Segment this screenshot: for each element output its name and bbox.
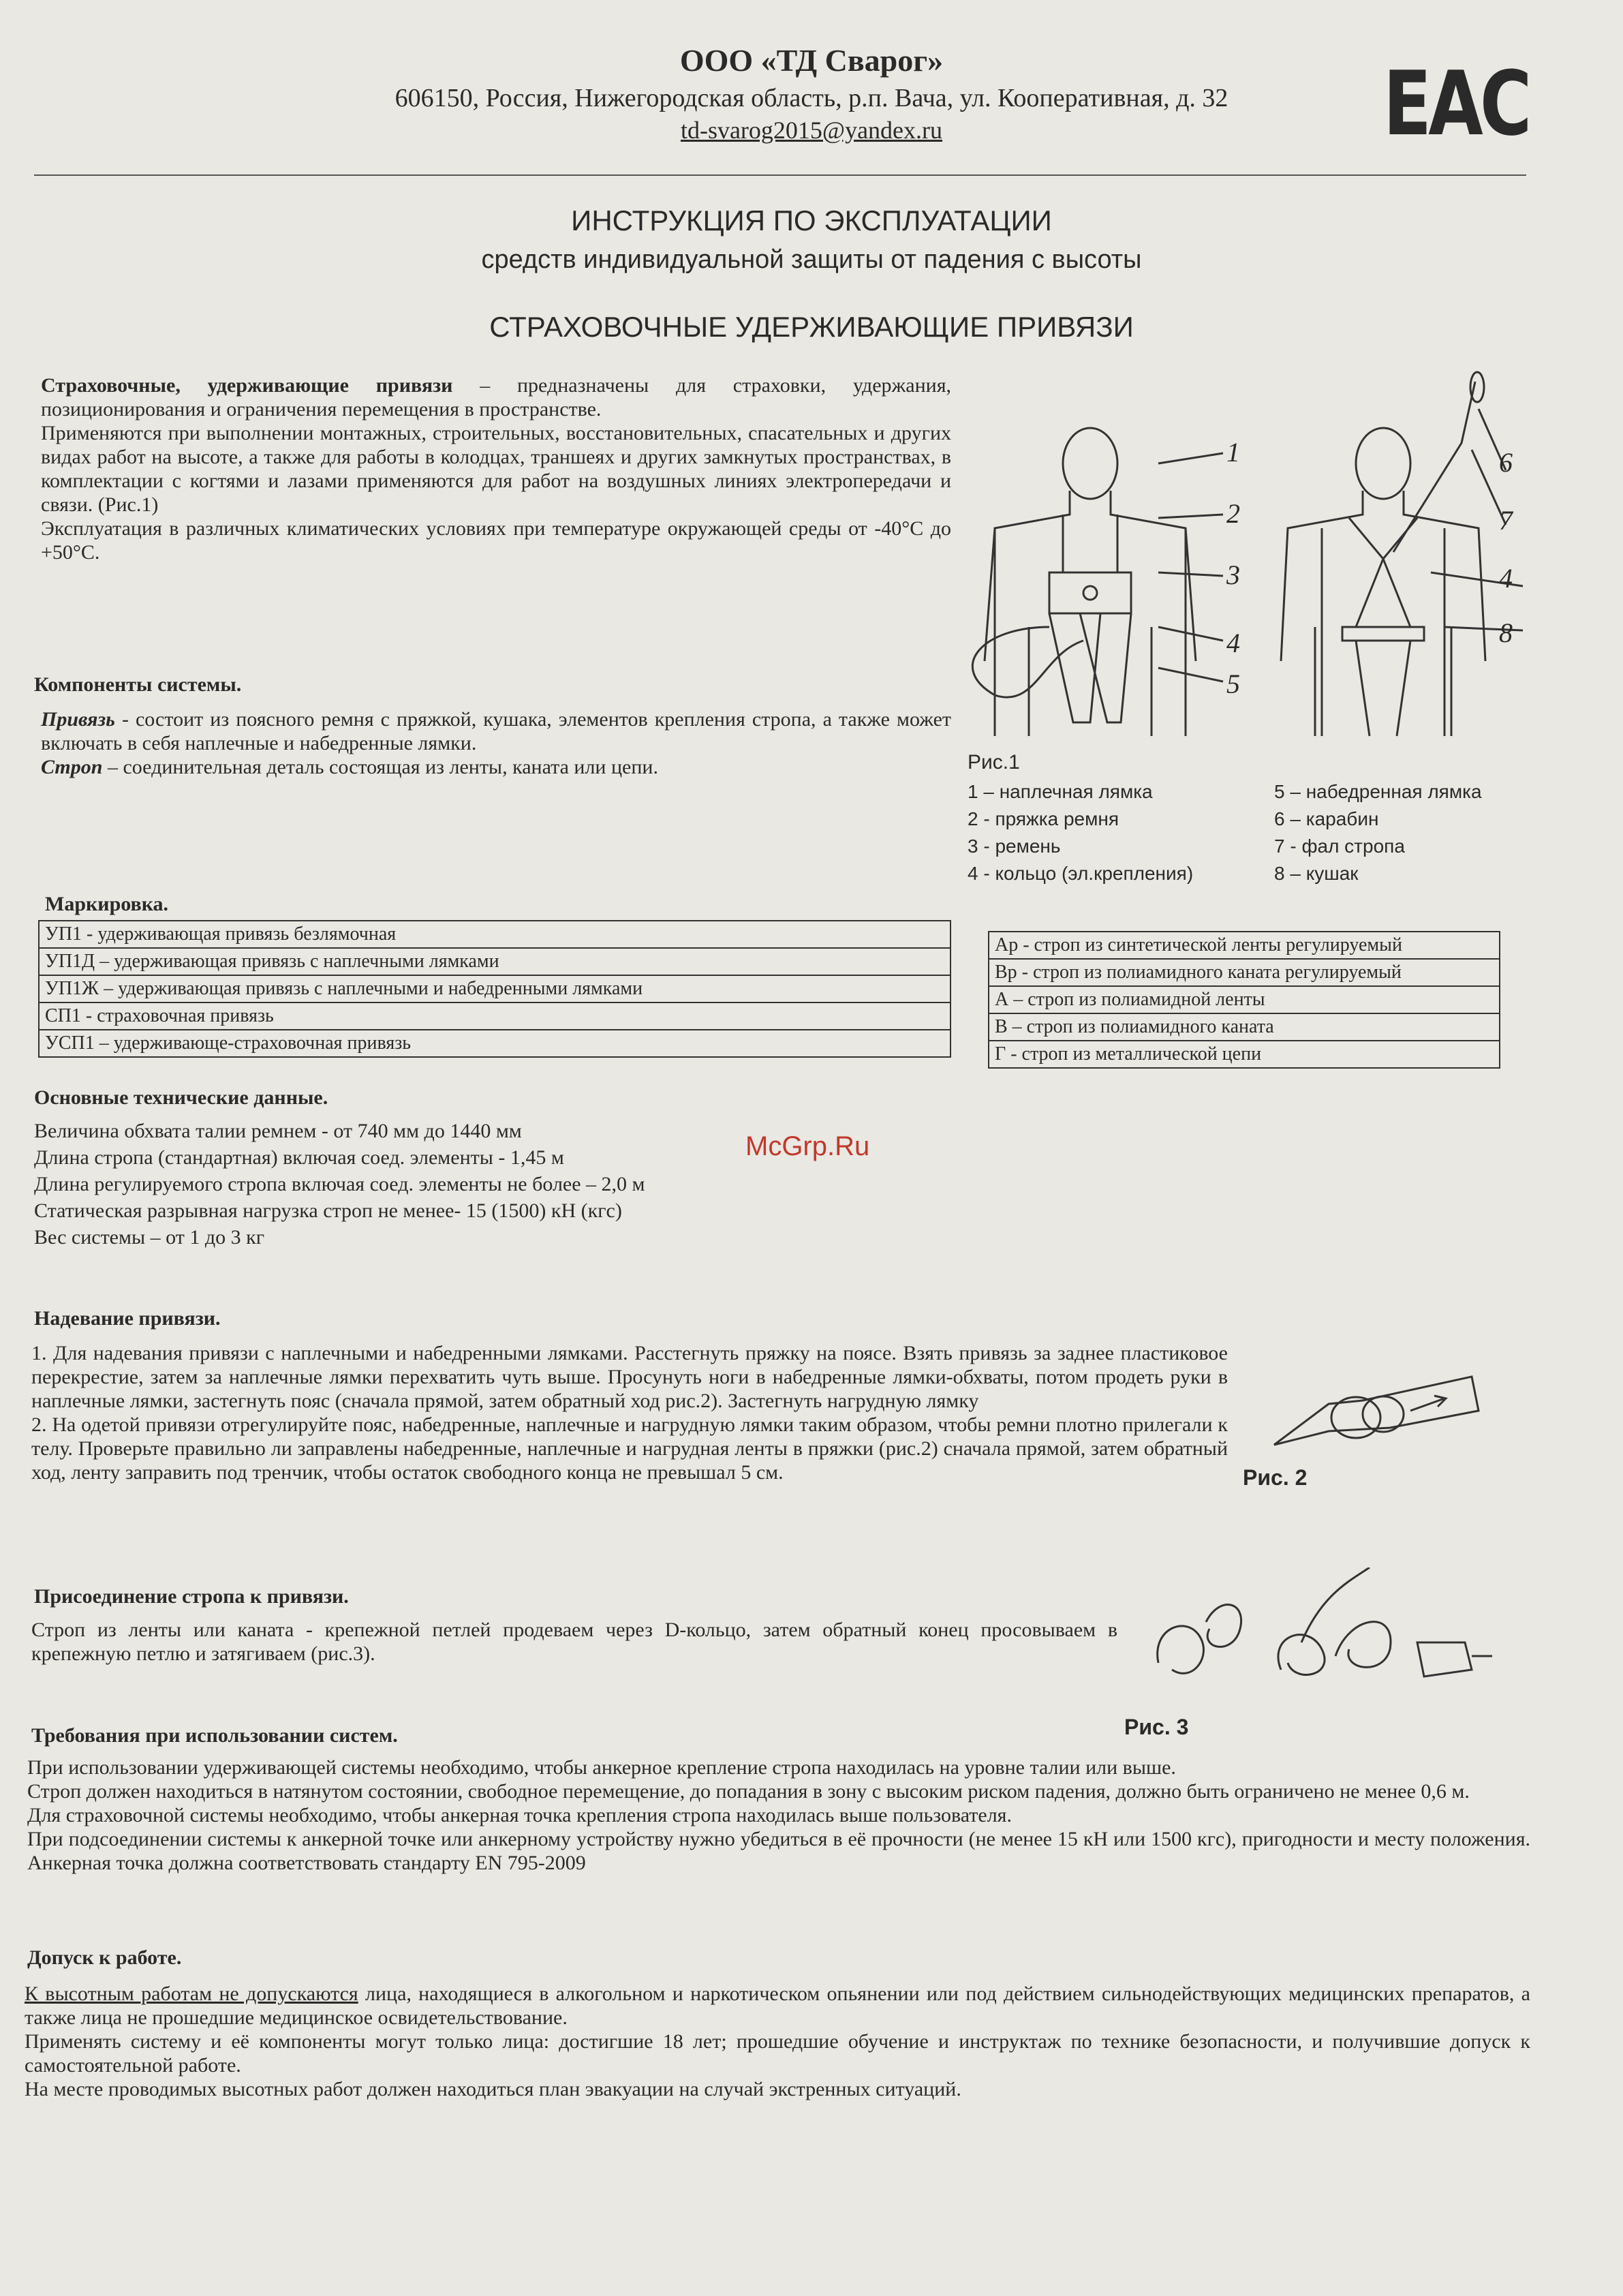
table-row: Ар - строп из синтетической ленты регулируемый bbox=[989, 932, 1500, 959]
eac-mark: EAC bbox=[1383, 52, 1529, 155]
admission-heading: Допуск к работе. bbox=[27, 1946, 182, 1969]
fig1-legend-right: 5 – набедренная лямка 6 – карабин 7 - фал стропа 8 – кушак bbox=[1274, 781, 1482, 884]
components-heading: Компоненты системы. bbox=[34, 673, 242, 696]
table-row: УП1Ж – удерживающая привязь с наплечными и набедренными лямками bbox=[39, 975, 950, 1002]
strop-term: Строп bbox=[41, 756, 103, 778]
company-name: ООО «ТД Сварог» bbox=[679, 43, 944, 78]
fig1-num-3: 3 bbox=[1226, 560, 1240, 590]
admission-underlined: К высотным работам не допускаются bbox=[25, 1983, 358, 2005]
attach-text: Строп из ленты или каната - крепежной петлей продеваем через D-кольцо, затем обратный конец просовываем в крепежную петлю и затягиваем (рис.3). bbox=[31, 1619, 1117, 1665]
table-row: СП1 - страховочная привязь bbox=[39, 1002, 950, 1030]
admission-text: К высотным работам не допускаются лица, находящиеся в алкогольном и наркотическом опьянении или под действием сильнодействующих медицинских препаратов, а также лица не прошедшие медицинское освидетельствование. Применять систему и её компоненты могут только лица: достигшие 18 лет; прошедшие обучение и инструктаж по технике безопасности, и получившие допуск к самостоятельной работе. На месте проводимых высотных работ должен находиться план эвакуации на случай экстренных ситуаций. bbox=[25, 1983, 1530, 2100]
components-text: Привязь - состоит из поясного ремня с пряжкой, кушака, элементов крепления стропа, а также может включать в себя наплечные и набедренные лямки. Строп – соединительная деталь состоящая из ленты, каната или цепи. bbox=[41, 708, 951, 778]
attach-heading: Присоединение стропа к привязи. bbox=[34, 1585, 349, 1608]
header-divider bbox=[34, 174, 1526, 176]
fig3-caption: Рис. 3 bbox=[1124, 1715, 1189, 1739]
donning-text: 1. Для надевания привязи с наплечными и набедренными лямками. Расстегнуть пряжку на поясе. Взять привязь за заднее пластиковое перекрестие, затем за наплечные лямки перехватить чуть выше. Просунуть ноги в набедренные лямки-обхваты, потом продеть руки в наплечные лямки, застегнуть пояс (сначала прямой, затем обратный ход рис.2). Застегнуть нагрудную лямку 2. На одетой привязи отрегулируйте пояс, набедренные, наплечные и нагрудную лямки таким образом, чтобы ремни плотно прилегали к телу. Проверьте правильно ли заправлены набедренные, наплечные и нагрудная ленты в пряжки (рис.2) сначала прямой, затем обратный ход, ленту заправить под тренчик, чтобы остаток свободного конца не превышал 5 см. bbox=[31, 1342, 1228, 1484]
table-row: В – строп из полиамидного каната bbox=[989, 1013, 1500, 1041]
marking-table-harness bbox=[38, 920, 951, 1058]
doc-subtitle: средств индивидуальной защиты от падения с высоты bbox=[481, 245, 1142, 274]
figure-3-loop bbox=[1145, 1567, 1499, 1704]
harness-term: Привязь bbox=[41, 708, 115, 731]
tech-heading: Основные технические данные. bbox=[34, 1086, 328, 1109]
table-row: А – строп из полиамидной ленты bbox=[989, 986, 1500, 1013]
intro-climate: Эксплуатация в различных климатических условиях при температуре окружающей среды от -40°С до +50°С. bbox=[41, 517, 951, 564]
table-row: УП1 - удерживающая привязь безлямочная bbox=[39, 921, 950, 948]
intro-term: Страховочные, удерживающие привязи bbox=[41, 374, 453, 397]
company-address: 606150, Россия, Нижегородская область, р.п. Вача, ул. Кооперативная, д. 32 bbox=[395, 84, 1228, 112]
requirements-text: При использовании удерживающей системы необходимо, чтобы анкерное крепление стропа находилась на уровне талии или выше. Строп должен находиться в натянутом состоянии, свободное перемещение, до попадания в зону с высоким риском падения, должно быть ограничено не менее 0,6 м. Для страховочной системы необходимо, чтобы анкерная точка крепления стропа находилась выше пользователя. При подсоединении системы к анкерной точке или анкерному устройству нужно убедиться в её прочности (не менее 15 кН или 1500 кгс), пригодности и месту положения. Анкерная точка должна соответствовать стандарту EN 795-2009 bbox=[27, 1756, 1530, 1874]
table-row: Вр - строп из полиамидного каната регулируемый bbox=[989, 959, 1500, 986]
marking-table-strop bbox=[988, 931, 1500, 1069]
fig1-num-4b: 4 bbox=[1499, 563, 1513, 594]
watermark: McGrp.Ru bbox=[745, 1131, 870, 1161]
fig2-caption: Рис. 2 bbox=[1243, 1465, 1308, 1490]
figure-2-buckle bbox=[1267, 1363, 1492, 1458]
front-figure bbox=[972, 428, 1196, 736]
table-row: УСП1 – удерживающе-страховочная привязь bbox=[39, 1030, 950, 1057]
intro-text: Страховочные, удерживающие привязи – предназначены для страховки, удержания, позиционирования и ограничения перемещения в пространстве. Применяются при выполнении монтажных, строительных, восстановительных, спасательных и других видах работ на высоте, а также для работы в колодцах, траншеях и других замкнутых пространствах, в комплектации с когтями и лазами применяются для работ на воздушных линиях электропередачи и связи. (Рис.1) Эксплуатация в различных климатических условиях при температуре окружающей среды от -40°С до +50°С. bbox=[41, 374, 951, 564]
company-email[interactable]: td-svarog2015@yandex.ru bbox=[680, 117, 943, 144]
back-figure bbox=[1281, 372, 1485, 736]
requirements-heading: Требования при использовании систем. bbox=[31, 1724, 398, 1747]
fig1-num-5: 5 bbox=[1226, 669, 1240, 699]
fig1-caption: Рис.1 bbox=[968, 751, 1020, 774]
fig1-num-8: 8 bbox=[1499, 617, 1513, 648]
table-row: Г - строп из металлической цепи bbox=[989, 1041, 1500, 1068]
fig1-num-1: 1 bbox=[1226, 437, 1240, 468]
section-title: СТРАХОВОЧНЫЕ УДЕРЖИВАЮЩИЕ ПРИВЯЗИ bbox=[489, 311, 1134, 343]
doc-title: ИНСТРУКЦИЯ ПО ЭКСПЛУАТАЦИИ bbox=[571, 204, 1052, 236]
fig1-num-7: 7 bbox=[1499, 505, 1513, 536]
marking-heading: Маркировка. bbox=[45, 893, 169, 915]
table-row: УП1Д – удерживающая привязь с наплечными лямками bbox=[39, 948, 950, 975]
fig1-num-2: 2 bbox=[1226, 498, 1240, 529]
intro-applications: Применяются при выполнении монтажных, строительных, восстановительных, спасательных и других видах работ на высоте, а также для работы в колодцах, траншеях и других замкнутых пространствах, в комплектации с когтями и лазами применяются для работ на воздушных линиях электропередачи и связи. (Рис.1) bbox=[41, 422, 951, 516]
fig1-num-6: 6 bbox=[1499, 447, 1513, 478]
figure-1-harness bbox=[954, 368, 1567, 750]
fig1-num-4: 4 bbox=[1226, 628, 1240, 658]
tech-data: Величина обхвата талии ремнем - от 740 мм до 1440 мм Длина стропа (стандартная) включая соед. элементы - 1,45 м Длина регулируемого стропа включая соед. элементы не более – 2,0 м Статическая разрывная нагрузка строп не менее- 15 (1500) кН (кгс) Вес системы – от 1 до 3 кг bbox=[34, 1120, 645, 1249]
fig1-legend-left: 1 – наплечная лямка 2 - пряжка ремня 3 - ремень 4 - кольцо (эл.крепления) bbox=[968, 781, 1194, 884]
donning-heading: Надевание привязи. bbox=[34, 1307, 221, 1330]
